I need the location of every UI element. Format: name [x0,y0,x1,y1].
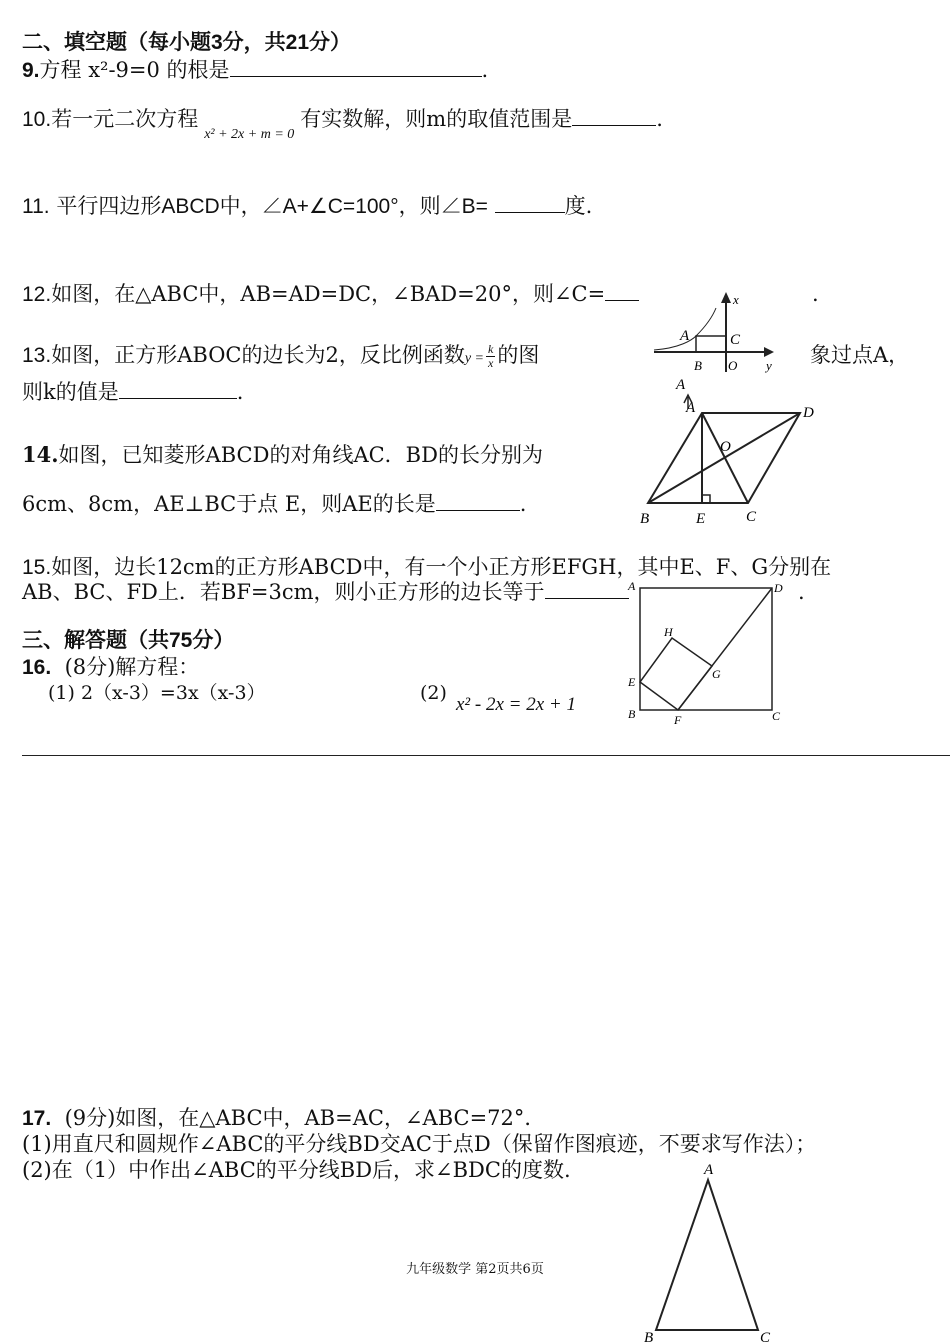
fig-label-x: y [766,358,772,373]
fig-label-D: D [803,405,814,421]
question-text: 如图，已知菱形ABCD的对角线AC．BD的长分别为 [58,443,543,467]
fraction-denominator: x [488,356,494,371]
question-text: 6cm、8cm，AE⊥BC于点 E，则AE的长是 [22,492,436,516]
answer-blank[interactable] [605,282,639,301]
question-text: 如图，正方形ABOC的边长为2，反比例函数 [51,343,465,368]
fig-label-H: H [664,625,673,639]
fig-label-C: C [760,1330,771,1344]
fig-label-A-top: A [676,377,686,393]
question-text: 平行四边形ABCD中，∠A+∠C=100°，则∠B= [56,195,488,218]
fig-label-E: E [628,675,636,689]
question-13-line2 [22,380,243,405]
question-number: 9. [22,59,40,82]
figure-isosceles-triangle [640,1160,780,1344]
fig-label-B: B [640,511,650,527]
question-13-continued: 象过点A， [810,343,910,367]
question-text: 如图，边长12cm的正方形ABCD中，有一个小正方形EFGH，其中E、F、G分别在 [51,555,832,579]
fig-label-B: B [644,1330,654,1344]
fig-label-A: A [628,579,636,593]
question-text: 方程 x²-9=0 的根是 [39,58,230,82]
fig-label-D: D [774,581,783,595]
period: . [656,107,663,131]
answer-blank[interactable] [230,58,482,77]
question-16-part1: (1) 2（x-3）=3x（x-3） [48,682,266,704]
answer-blank[interactable] [545,580,629,599]
question-14 [22,442,543,468]
equation: x² + 2x + m = 0 [204,127,295,142]
fig-label-C: C [746,509,757,525]
period: . [481,58,489,82]
question-number: 11. [22,195,50,218]
question-number: 10. [22,108,52,131]
question-15 [22,555,831,580]
fig-label-E: E [696,511,706,527]
answer-blank[interactable] [572,107,656,126]
question-11 [22,194,592,219]
question-14-line2 [22,492,526,517]
question-16 [22,655,199,680]
question-text: (9分)如图，在△ABC中，AB=AC，∠ABC=72°． [64,1106,546,1130]
suffix: 度. [564,194,593,218]
question-number: 16. [22,656,52,679]
answer-blank[interactable] [436,492,520,511]
question-17-part2: (2)在（1）中作出∠ABC的平分线BD后，求∠BDC的度数. [22,1158,571,1182]
question-text: 则k的值是 [22,380,119,404]
page-footer: 九年级数学 第2页共6页 [406,1262,544,1277]
answer-blank[interactable] [495,194,565,213]
fig-label-C: C [730,332,741,348]
question-13 [22,343,539,370]
answer-blank[interactable] [119,380,237,399]
answer-divider [22,755,950,756]
fig-label-A: A [680,328,690,344]
fig-label-C: C [772,709,781,723]
fig-label-G: G [712,667,721,681]
question-number: 15. [22,556,52,579]
question-16-part2-label: (2) [420,682,447,704]
fig-label-A: A [704,1162,714,1178]
figure-squares [626,578,786,727]
question-text-2: 有实数解，则m的取值范围是 [300,107,573,131]
question-text: 如图，在△ABC中，AB=AD=DC，∠BAD=20°，则∠C= [51,282,606,306]
formula-y: y = [464,351,485,367]
fig-label-O: O [720,439,731,455]
period: . [236,380,244,404]
fraction [486,343,495,370]
figure-square-hyperbola [650,290,780,373]
question-17 [22,1106,545,1131]
period: . [519,492,527,516]
section-heading-fill-in: 二、填空题（每小题3分，共21分） [22,31,352,54]
section-heading-answers: 三、解答题（共75分） [22,629,235,652]
fig-label-B: B [694,358,702,373]
question-12 [22,282,639,307]
question-9 [22,58,488,83]
q15-period: . [798,580,805,604]
question-15-line2 [22,580,629,605]
question-text: 若一元二次方程 [51,107,199,131]
fig-label-B: B [628,707,636,721]
fig-label-A: A [686,400,696,416]
fig-label-F: F [674,713,682,727]
question-text: (8分)解方程： [64,655,200,679]
fraction-numerator: k [488,342,494,356]
question-number: 14. [22,442,59,467]
question-text-2: 的图 [497,343,540,368]
question-17-part1: (1)用直尺和圆规作∠ABC的平分线BD交AC于点D（保留作图痕迹，不要求写作法）； [22,1132,817,1156]
question-number: 17. [22,1107,52,1130]
fig-label-O: O [728,358,738,373]
question-number: 12. [22,283,52,306]
question-text: AB、BC、FD上．若BF=3cm，则小正方形的边长等于 [22,580,545,604]
question-16-part2-equation: x² - 2x = 2x + 1 [456,694,576,715]
question-10 [22,107,663,142]
figure-rhombus [636,375,826,527]
fig-label-y: x [733,292,739,307]
question-number: 13. [22,344,52,368]
q12-period: . [812,282,819,306]
